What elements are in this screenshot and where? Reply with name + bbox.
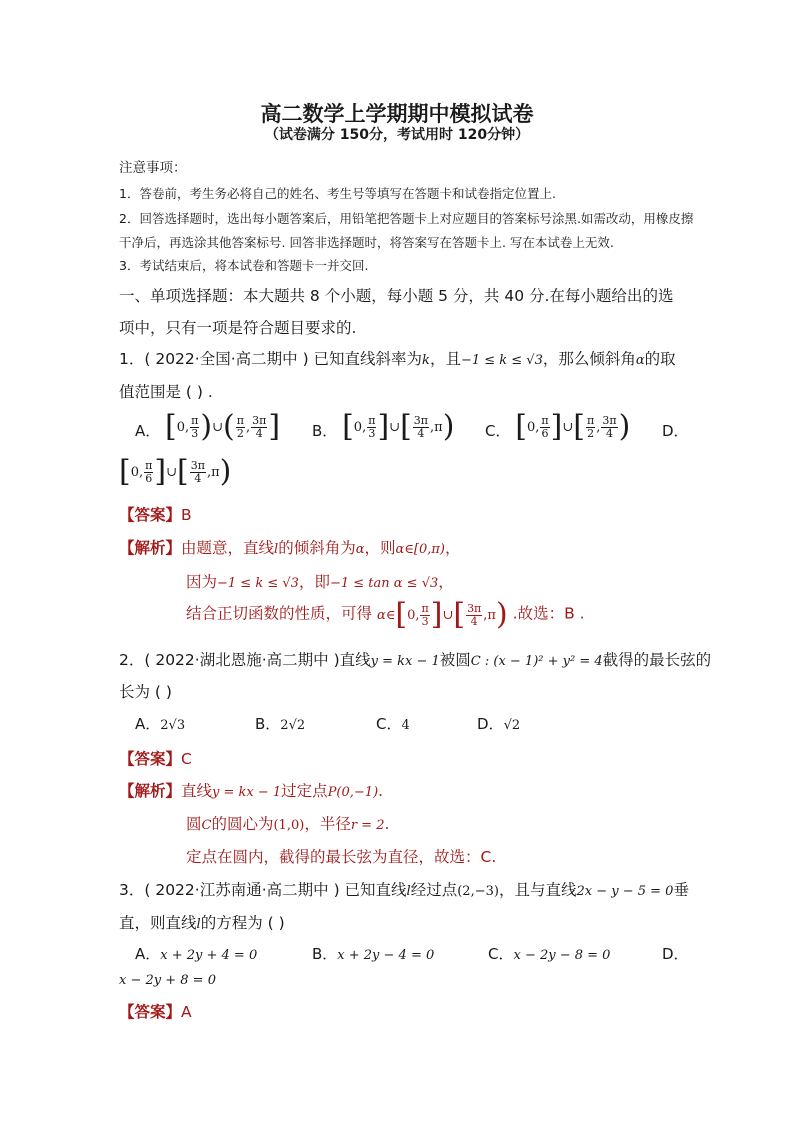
page-subtitle: （试卷满分 150分，考试用时 120分钟） — [264, 127, 530, 143]
q2-option-a[interactable]: A．2√3 — [135, 715, 186, 733]
q2-answer: 【答案】C — [119, 750, 192, 768]
q2-solution-line3: 定点在圆内，截得的最长弦为直径，故选：C. — [186, 848, 497, 866]
q3-option-d-label[interactable]: D． — [662, 945, 689, 963]
q3-option-a[interactable]: A．x + 2y + 4 = 0 — [135, 945, 258, 963]
q1-option-a-math: [ 0, $\frac{\pi}{3}$ ) ∪ ( $\frac{\pi}{2}$ , $\frac{3\pi}{4}$ ] — [165, 409, 281, 444]
q3-stem-line1: 3．( 2022·江苏南通·高二期中 ) 已知直线l经过点(2,−3)，且与直线2x − y − 5 = 0垂 — [119, 881, 689, 899]
q3-stem-line2: 直，则直线l的方程为 ( ) — [119, 914, 285, 932]
page-title: 高二数学上学期期中模拟试卷 — [260, 102, 534, 126]
q2-option-c[interactable]: C．4 — [376, 715, 410, 733]
q2-option-d[interactable]: D．√2 — [477, 715, 521, 733]
q1-solution-line1: 【解析】由题意，直线l的倾斜角为α，则α∈[0,π)， — [119, 539, 461, 557]
q1-solution-line3: 结合正切函数的性质，可得 α ∈ [ 0, $\frac{\pi}{3}$ ] ∪ [ $\frac{3\pi}{4}$ ,π ) .故选：B . — [186, 597, 585, 632]
q1-option-c-math: [ 0, $\frac{\pi}{6}$ ] ∪ [ $\frac{\pi}{2}$ , $\frac{3\pi}{4}$ ) — [515, 409, 631, 444]
q1-option-a[interactable]: A． [ 0, $\frac{\pi}{3}$ ) ∪ ( $\frac{\pi}{2}$ , $\frac{3\pi}{4}$ ] — [135, 409, 281, 444]
q1-option-d-label[interactable]: D． — [662, 422, 689, 440]
q1-option-b[interactable]: B． [ 0, $\frac{\pi}{3}$ ] ∪ [ $\frac{3\pi}{4}$ ,π ) — [312, 409, 455, 444]
section-heading-line2: 项中，只有一项是符合题目要求的. — [119, 319, 357, 337]
q1-stem-line2: 值范围是 ( ) . — [119, 383, 213, 401]
q1-option-d[interactable] — [119, 454, 232, 489]
q2-solution-line1: 【解析】直线y = kx − 1过定点P(0,−1). — [119, 782, 384, 800]
q2-stem-line2: 长为 ( ) — [119, 683, 172, 701]
q1-solution-line2: 因为−1 ≤ k ≤ √3，即−1 ≤ tan α ≤ √3， — [186, 573, 454, 591]
q3-option-d[interactable]: x − 2y + 8 = 0 — [119, 973, 216, 988]
note-item-1: 1．答卷前，考生务必将自己的姓名、考生号等填写在答题卡和试卷指定位置上. — [119, 186, 556, 201]
q2-stem-line1: 2．( 2022·湖北恩施·高二期中 )直线y = kx − 1被圆C : (x − 1)² + y² = 4截得的最长弦的 — [119, 651, 712, 669]
q2-option-b[interactable]: B．2√2 — [255, 715, 306, 733]
q1-option-b-math: [ 0, $\frac{\pi}{3}$ ] ∪ [ $\frac{3\pi}{4}$ ,π ) — [342, 409, 455, 444]
q1-option-d-math: [ 0, $\frac{\pi}{6}$ ] ∪ [ $\frac{3\pi}{4}$ ,π ) — [119, 454, 232, 489]
note-item-3: 3．考试结束后，将本试卷和答题卡一并交回. — [119, 258, 369, 273]
q1-stem-line1: 1．( 2022·全国·高二期中 ) 已知直线斜率为k，且−1 ≤ k ≤ √3，那么倾斜角α的取 — [119, 350, 676, 368]
q2-solution-line2: 圆C的圆心为(1,0)，半径r = 2. — [186, 815, 390, 833]
q1-answer: 【答案】B — [119, 506, 192, 524]
note-item-2-line1: 2．回答选择题时，选出每小题答案后，用铅笔把答题卡上对应题目的答案标号涂黑.如需改动，用橡皮擦 — [119, 211, 694, 226]
q1-solution-math: α ∈ [ 0, $\frac{\pi}{3}$ ] ∪ [ $\frac{3\pi}{4}$ ,π ) — [376, 597, 508, 632]
q3-option-c[interactable]: C．x − 2y − 8 = 0 — [488, 945, 611, 963]
q1-option-c[interactable]: C． [ 0, $\frac{\pi}{6}$ ] ∪ [ $\frac{\pi}{2}$ , $\frac{3\pi}{4}$ ) — [485, 409, 631, 444]
q3-option-b[interactable]: B．x + 2y − 4 = 0 — [312, 945, 435, 963]
note-item-2-line2: 干净后，再选涂其他答案标号. 回答非选择题时，将答案写在答题卡上. 写在本试卷上无效. — [119, 235, 614, 250]
notes-heading: 注意事项： — [119, 160, 187, 176]
q3-answer: 【答案】A — [119, 1003, 192, 1021]
section-heading-line1: 一、单项选择题：本大题共 8 个小题，每小题 5 分，共 40 分.在每小题给出的选 — [119, 287, 674, 305]
